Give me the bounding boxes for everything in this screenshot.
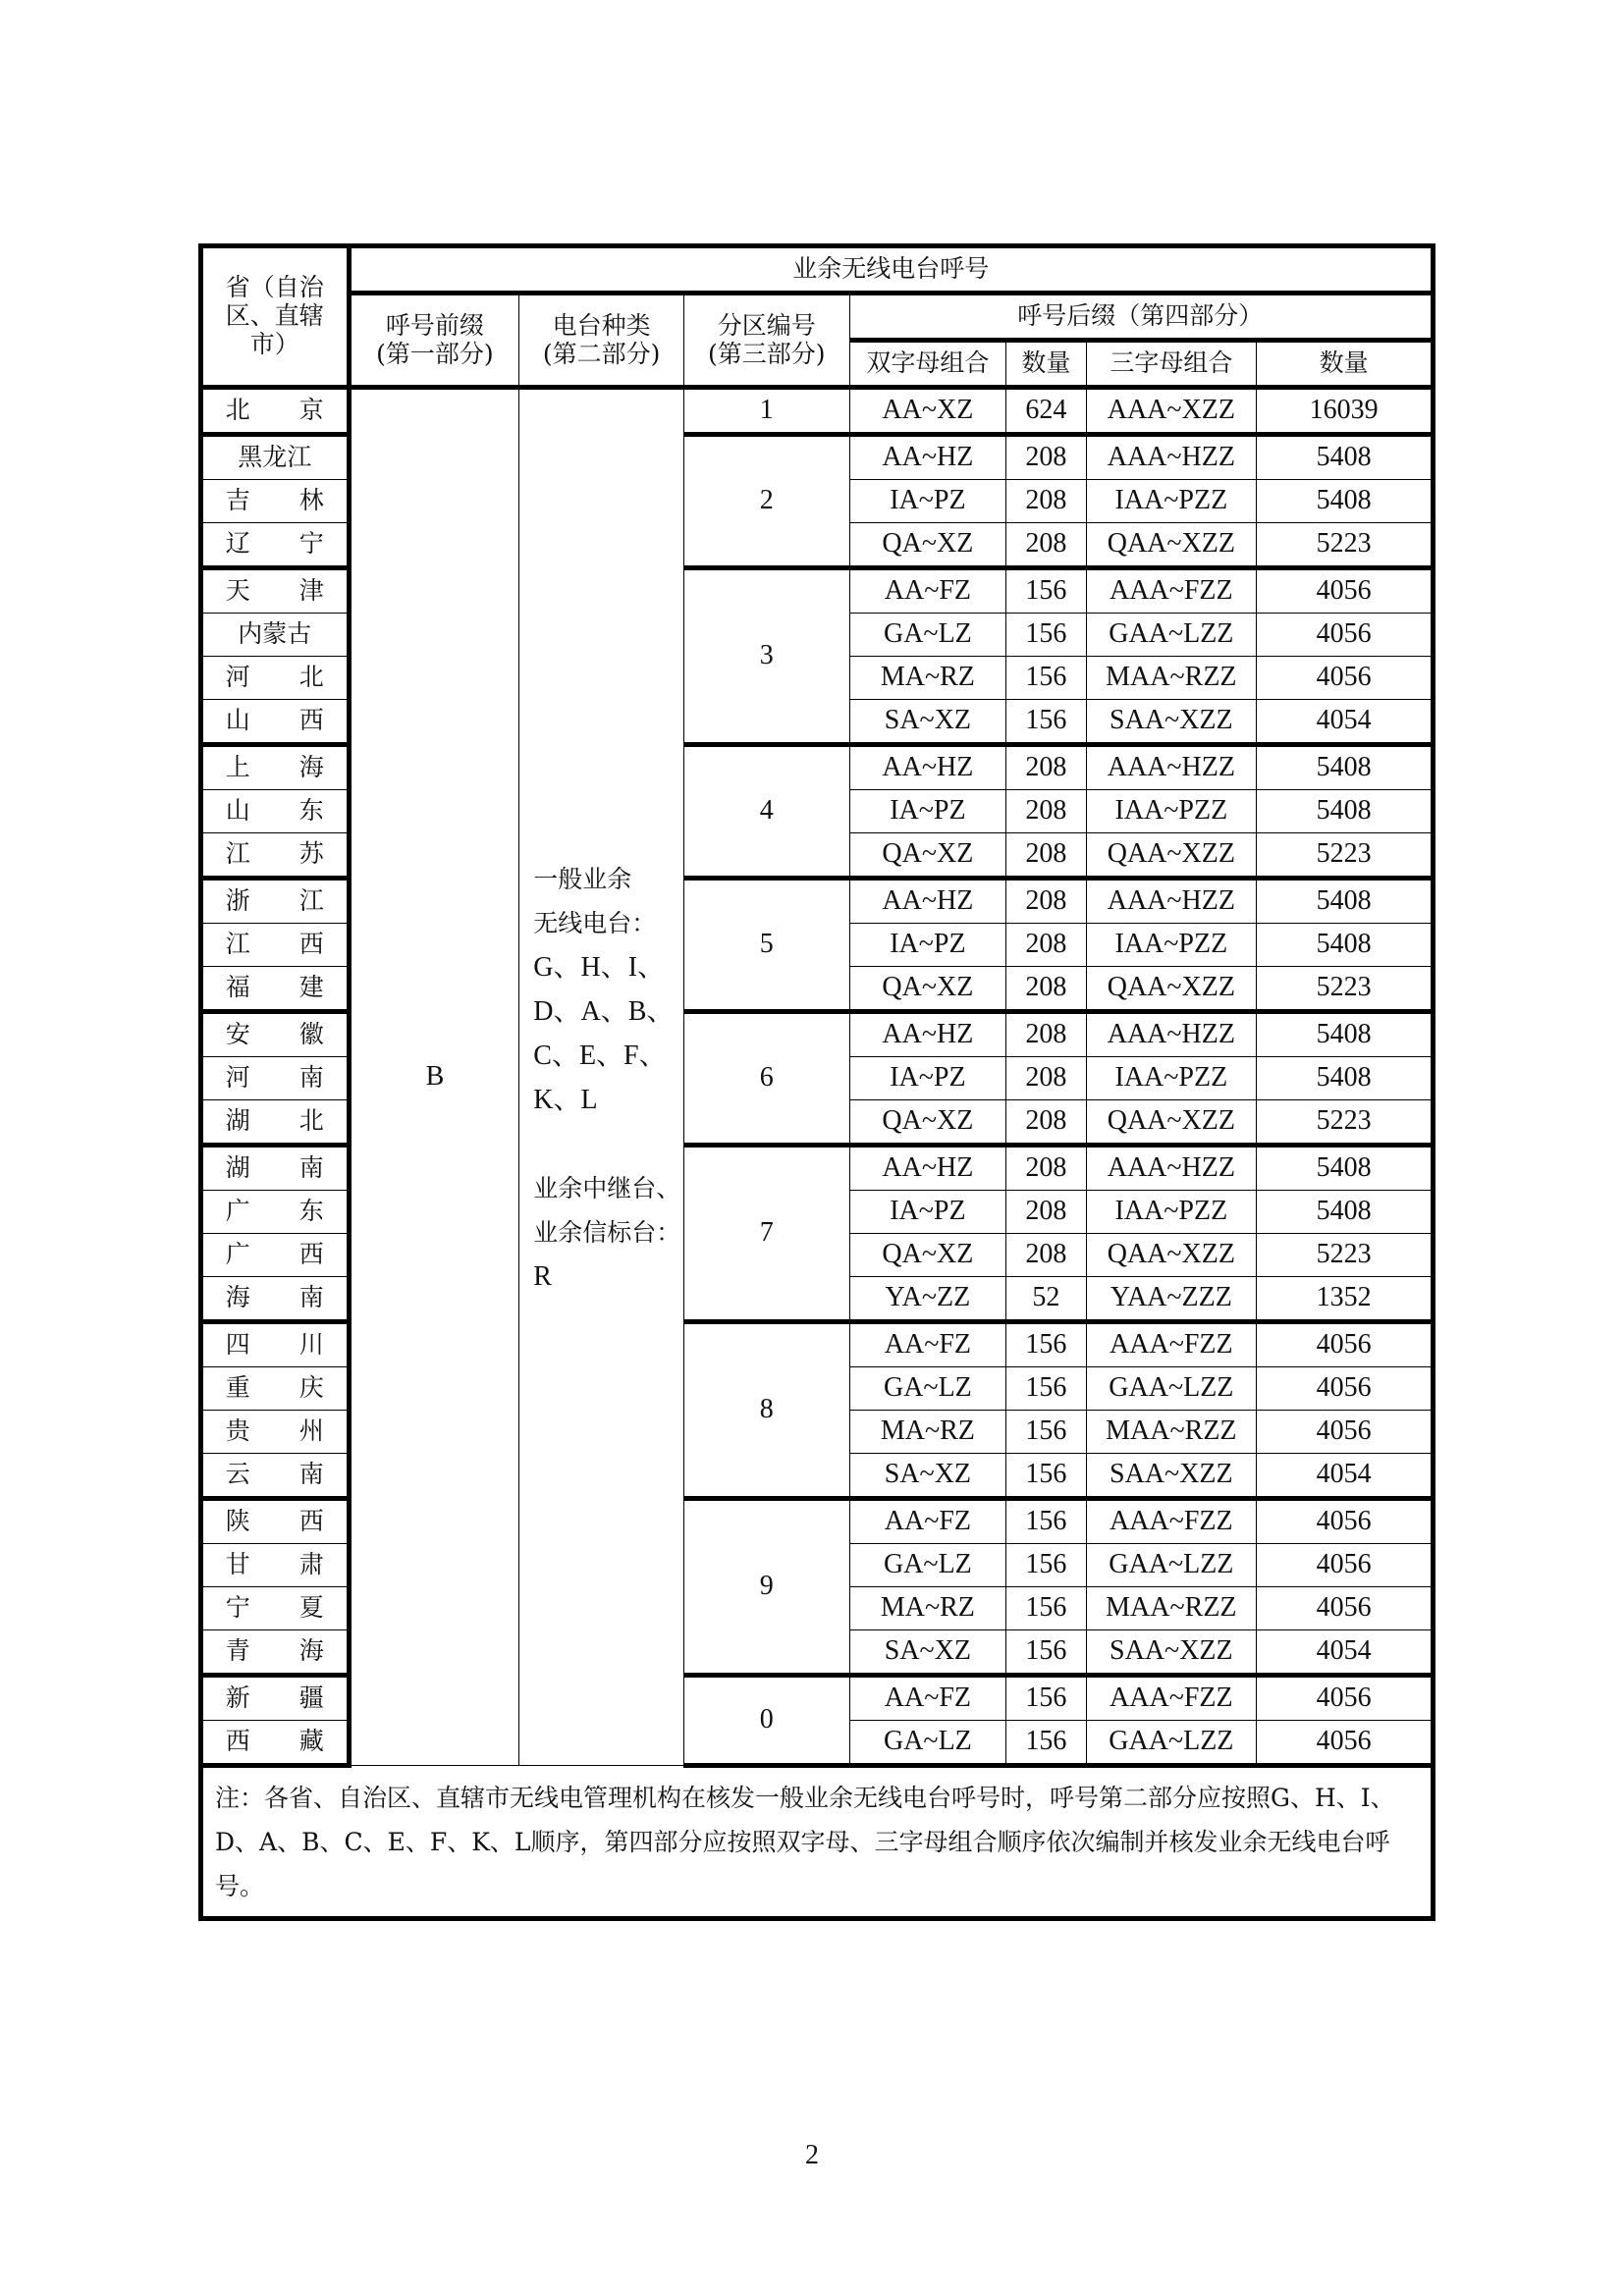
province-name-part: 西 — [298, 1507, 324, 1536]
zone-cell: 2 — [683, 435, 849, 568]
province-name-part: 宁 — [225, 1593, 250, 1623]
station-type-line2: 无线电台： — [533, 908, 657, 937]
count-cell: 156 — [1006, 1322, 1086, 1367]
zone-cell: 9 — [683, 1499, 849, 1676]
count-cell: 5223 — [1257, 833, 1434, 879]
count-cell: 208 — [1006, 480, 1086, 523]
three-letter-cell: AAA~HZZ — [1086, 745, 1257, 790]
province-cell — [201, 614, 350, 657]
note-text: 注：各省、自治区、直辖市无线电管理机构在核发一般业余无线电台呼号时，呼号第二部分应按照G、H、I、D、A、B、C、E、F、K、L顺序，第四部分应按照双字母、三字母组合顺序依次编制并核发业余无线电台呼号。 — [201, 1766, 1434, 1919]
note-row — [201, 1766, 1434, 1919]
station-type-line6: K、L — [533, 1084, 598, 1115]
province-name-part: 西 — [298, 1240, 324, 1269]
province-cell — [201, 967, 350, 1012]
two-letter-cell: QA~XZ — [849, 967, 1006, 1012]
province-name-part: 川 — [298, 1330, 324, 1360]
two-letter-cell: AA~FZ — [849, 1676, 1006, 1721]
count-cell: 4056 — [1257, 657, 1434, 700]
count-cell: 1352 — [1257, 1277, 1434, 1322]
three-letter-cell: QAA~XZZ — [1086, 833, 1257, 879]
page-number: 2 — [805, 2140, 819, 2170]
two-letter-cell: AA~FZ — [849, 1499, 1006, 1544]
count-cell: 156 — [1006, 700, 1086, 745]
province-name-part: 新 — [225, 1683, 250, 1713]
province-cell — [201, 1544, 350, 1587]
province-cell — [201, 435, 350, 480]
province-name-part: 京 — [298, 396, 324, 425]
count-cell: 208 — [1006, 790, 1086, 833]
station-type-cell — [519, 388, 684, 1766]
count-cell: 5223 — [1257, 1100, 1434, 1146]
header-group-title: 业余无线电台呼号 — [349, 246, 1433, 294]
count-cell: 208 — [1006, 1146, 1086, 1191]
header-province: 省（自治区、直辖市） — [201, 246, 350, 388]
province-cell — [201, 700, 350, 745]
province-cell — [201, 1454, 350, 1499]
station-type-line7: 业余中继台、 — [533, 1173, 681, 1202]
zone-cell: 8 — [683, 1322, 849, 1499]
count-cell: 5408 — [1257, 1191, 1434, 1234]
two-letter-cell: GA~LZ — [849, 614, 1006, 657]
province-name-part: 福 — [225, 973, 250, 1002]
count-cell: 208 — [1006, 1012, 1086, 1057]
count-cell: 156 — [1006, 1721, 1086, 1766]
province-name-part: 上 — [225, 753, 250, 782]
count-cell: 156 — [1006, 1454, 1086, 1499]
station-type-line5: C、E、F、 — [533, 1040, 667, 1071]
province-cell — [201, 1411, 350, 1454]
two-letter-cell: IA~PZ — [849, 924, 1006, 967]
count-cell: 208 — [1006, 924, 1086, 967]
province-name-part: 夏 — [298, 1593, 324, 1623]
two-letter-cell: AA~FZ — [849, 1322, 1006, 1367]
province-name-part: 河 — [225, 1063, 250, 1093]
province-cell — [201, 1676, 350, 1721]
province-name-part: 湖 — [225, 1153, 250, 1183]
province-name-part: 江 — [298, 886, 324, 916]
province-name-part: 肃 — [298, 1550, 324, 1579]
two-letter-cell: SA~XZ — [849, 700, 1006, 745]
header-suffix: 呼号后缀（第四部分） — [849, 294, 1433, 341]
two-letter-cell: QA~XZ — [849, 1100, 1006, 1146]
three-letter-cell: SAA~XZZ — [1086, 1630, 1257, 1676]
count-cell: 156 — [1006, 568, 1086, 614]
three-letter-cell: YAA~ZZZ — [1086, 1277, 1257, 1322]
province-cell — [201, 1630, 350, 1676]
zone-cell: 3 — [683, 568, 849, 745]
zone-cell: 5 — [683, 879, 849, 1012]
three-letter-cell: GAA~LZZ — [1086, 1721, 1257, 1766]
count-cell: 5408 — [1257, 745, 1434, 790]
three-letter-cell: QAA~XZZ — [1086, 1234, 1257, 1277]
zone-cell: 0 — [683, 1676, 849, 1766]
zone-cell: 7 — [683, 1146, 849, 1322]
province-cell — [201, 924, 350, 967]
count-cell: 208 — [1006, 833, 1086, 879]
province-cell — [201, 1012, 350, 1057]
prefix-cell: B — [349, 388, 519, 1766]
two-letter-cell: GA~LZ — [849, 1721, 1006, 1766]
callsign-table — [198, 243, 1435, 1921]
province-name-part: 南 — [298, 1283, 324, 1312]
province-cell — [201, 523, 350, 568]
count-cell: 5408 — [1257, 1012, 1434, 1057]
count-cell: 5408 — [1257, 1146, 1434, 1191]
count-cell: 5223 — [1257, 967, 1434, 1012]
three-letter-cell: IAA~PZZ — [1086, 1057, 1257, 1100]
province-cell — [201, 480, 350, 523]
count-cell: 208 — [1006, 1100, 1086, 1146]
province-name-part: 浙 — [225, 886, 250, 916]
count-cell: 156 — [1006, 1411, 1086, 1454]
three-letter-cell: GAA~LZZ — [1086, 1544, 1257, 1587]
three-letter-cell: AAA~FZZ — [1086, 1322, 1257, 1367]
province-cell — [201, 1057, 350, 1100]
province-cell — [201, 1587, 350, 1630]
province-name-part: 安 — [225, 1020, 250, 1049]
zone-cell: 6 — [683, 1012, 849, 1146]
count-cell: 208 — [1006, 1234, 1086, 1277]
province-name-part: 东 — [298, 1197, 324, 1226]
three-letter-cell: IAA~PZZ — [1086, 924, 1257, 967]
province-cell — [201, 1146, 350, 1191]
province-cell — [201, 790, 350, 833]
header-prefix-label: 呼号前缀 — [385, 310, 484, 340]
count-cell: 208 — [1006, 967, 1086, 1012]
three-letter-cell: MAA~RZZ — [1086, 1411, 1257, 1454]
two-letter-cell: IA~PZ — [849, 790, 1006, 833]
three-letter-cell: AAA~HZZ — [1086, 1012, 1257, 1057]
province-name-part: 南 — [298, 1460, 324, 1489]
count-cell: 5408 — [1257, 480, 1434, 523]
province-cell — [201, 1367, 350, 1411]
three-letter-cell: AAA~HZZ — [1086, 1146, 1257, 1191]
three-letter-cell: MAA~RZZ — [1086, 1587, 1257, 1630]
three-letter-cell: AAA~FZZ — [1086, 1499, 1257, 1544]
province-name-part: 甘 — [225, 1550, 250, 1579]
header-station-type — [519, 294, 684, 388]
province-cell — [201, 1277, 350, 1322]
province-name-part: 建 — [298, 973, 324, 1002]
province-cell — [201, 388, 350, 435]
two-letter-cell: AA~HZ — [849, 745, 1006, 790]
count-cell: 624 — [1006, 388, 1086, 435]
header-prefix-sub: (第一部分) — [376, 339, 494, 368]
count-cell: 4054 — [1257, 1630, 1434, 1676]
province-name-part: 南 — [298, 1063, 324, 1093]
province-name-part: 江 — [225, 839, 250, 869]
province-name-part: 山 — [225, 706, 250, 735]
count-cell: 208 — [1006, 1191, 1086, 1234]
two-letter-cell: SA~XZ — [849, 1630, 1006, 1676]
count-cell: 156 — [1006, 1499, 1086, 1544]
province-name-part: 河 — [225, 663, 250, 692]
three-letter-cell: AAA~FZZ — [1086, 1676, 1257, 1721]
three-letter-cell: AAA~HZZ — [1086, 435, 1257, 480]
count-cell: 156 — [1006, 1630, 1086, 1676]
three-letter-cell: GAA~LZZ — [1086, 1367, 1257, 1411]
count-cell: 5408 — [1257, 790, 1434, 833]
province-cell — [201, 833, 350, 879]
count-cell: 4056 — [1257, 1544, 1434, 1587]
province-name-part: 南 — [298, 1153, 324, 1183]
two-letter-cell: SA~XZ — [849, 1454, 1006, 1499]
header-station-type-label: 电台种类 — [552, 310, 651, 340]
station-type-line9: R — [533, 1260, 552, 1292]
header-count-2: 数量 — [1257, 341, 1434, 388]
province-name-part: 海 — [298, 1636, 324, 1666]
count-cell: 4056 — [1257, 1367, 1434, 1411]
spacer — [533, 1122, 683, 1166]
two-letter-cell: YA~ZZ — [849, 1277, 1006, 1322]
header-prefix — [349, 294, 519, 388]
station-type-line4: D、A、B、 — [533, 995, 675, 1027]
count-cell: 208 — [1006, 745, 1086, 790]
count-cell: 4056 — [1257, 1411, 1434, 1454]
count-cell: 156 — [1006, 1367, 1086, 1411]
province-name-part: 北 — [298, 1106, 324, 1136]
count-cell: 52 — [1006, 1277, 1086, 1322]
province-name-part: 北 — [225, 396, 250, 425]
province-name-part: 藏 — [298, 1727, 324, 1756]
province-cell — [201, 1191, 350, 1234]
two-letter-cell: AA~FZ — [849, 568, 1006, 614]
header-zone-sub: (第三部分) — [707, 339, 826, 368]
three-letter-cell: SAA~XZZ — [1086, 700, 1257, 745]
count-cell: 5408 — [1257, 435, 1434, 480]
header-count-1: 数量 — [1006, 341, 1086, 388]
two-letter-cell: AA~HZ — [849, 879, 1006, 924]
two-letter-cell: IA~PZ — [849, 1191, 1006, 1234]
header-zone — [683, 294, 849, 388]
count-cell: 208 — [1006, 879, 1086, 924]
three-letter-cell: QAA~XZZ — [1086, 967, 1257, 1012]
three-letter-cell: IAA~PZZ — [1086, 1191, 1257, 1234]
two-letter-cell: QA~XZ — [849, 1234, 1006, 1277]
province-name-part: 海 — [298, 753, 324, 782]
table-row — [201, 388, 1434, 435]
province-name-part: 陕 — [225, 1507, 250, 1536]
station-type-line1: 一般业余 — [533, 864, 632, 893]
province-cell — [201, 879, 350, 924]
two-letter-cell: IA~PZ — [849, 480, 1006, 523]
province-name-part: 徽 — [298, 1020, 324, 1049]
count-cell: 5223 — [1257, 1234, 1434, 1277]
header-zone-label: 分区编号 — [717, 310, 816, 340]
count-cell: 4056 — [1257, 568, 1434, 614]
station-type-line8: 业余信标台： — [533, 1217, 681, 1247]
province-name-part: 黑龙江 — [238, 443, 312, 472]
three-letter-cell: IAA~PZZ — [1086, 790, 1257, 833]
two-letter-cell: MA~RZ — [849, 1587, 1006, 1630]
three-letter-cell: SAA~XZZ — [1086, 1454, 1257, 1499]
count-cell: 5223 — [1257, 523, 1434, 568]
three-letter-cell: AAA~HZZ — [1086, 879, 1257, 924]
count-cell: 4056 — [1257, 1721, 1434, 1766]
count-cell: 4054 — [1257, 1454, 1434, 1499]
province-name-part: 湖 — [225, 1106, 250, 1136]
province-name-part: 青 — [225, 1636, 250, 1666]
province-cell — [201, 1721, 350, 1766]
count-cell: 5408 — [1257, 879, 1434, 924]
two-letter-cell: AA~HZ — [849, 435, 1006, 480]
header-three-letter: 三字母组合 — [1086, 341, 1257, 388]
province-name-part: 西 — [225, 1727, 250, 1756]
count-cell: 5408 — [1257, 1057, 1434, 1100]
two-letter-cell: QA~XZ — [849, 523, 1006, 568]
three-letter-cell: AAA~FZZ — [1086, 568, 1257, 614]
count-cell: 4056 — [1257, 614, 1434, 657]
count-cell: 4056 — [1257, 1322, 1434, 1367]
three-letter-cell: QAA~XZZ — [1086, 1100, 1257, 1146]
count-cell: 5408 — [1257, 924, 1434, 967]
count-cell: 208 — [1006, 523, 1086, 568]
province-name-part: 津 — [298, 576, 324, 606]
two-letter-cell: AA~XZ — [849, 388, 1006, 435]
province-name-part: 山 — [225, 796, 250, 826]
three-letter-cell: AAA~XZZ — [1086, 388, 1257, 435]
province-name-part: 天 — [225, 576, 250, 606]
zone-cell: 4 — [683, 745, 849, 879]
three-letter-cell: GAA~LZZ — [1086, 614, 1257, 657]
province-cell — [201, 1234, 350, 1277]
count-cell: 4054 — [1257, 700, 1434, 745]
three-letter-cell: MAA~RZZ — [1086, 657, 1257, 700]
zone-cell: 1 — [683, 388, 849, 435]
province-name-part: 疆 — [298, 1683, 324, 1713]
count-cell: 4056 — [1257, 1587, 1434, 1630]
count-cell: 156 — [1006, 1676, 1086, 1721]
two-letter-cell: MA~RZ — [849, 657, 1006, 700]
two-letter-cell: AA~HZ — [849, 1012, 1006, 1057]
header-station-type-sub: (第二部分) — [542, 339, 661, 368]
province-name-part: 广 — [225, 1197, 250, 1226]
two-letter-cell: QA~XZ — [849, 833, 1006, 879]
province-name-part: 苏 — [298, 839, 324, 869]
province-name-part: 北 — [298, 663, 324, 692]
two-letter-cell: GA~LZ — [849, 1367, 1006, 1411]
count-cell: 156 — [1006, 614, 1086, 657]
count-cell: 156 — [1006, 657, 1086, 700]
province-name-part: 西 — [298, 930, 324, 959]
province-name-part: 重 — [225, 1373, 250, 1403]
province-name-part: 四 — [225, 1330, 250, 1360]
province-name-part: 林 — [298, 486, 324, 515]
province-cell — [201, 1322, 350, 1367]
province-cell — [201, 568, 350, 614]
two-letter-cell: IA~PZ — [849, 1057, 1006, 1100]
count-cell: 16039 — [1257, 388, 1434, 435]
count-cell: 208 — [1006, 1057, 1086, 1100]
province-cell — [201, 1499, 350, 1544]
province-name-part: 庆 — [298, 1373, 324, 1403]
province-cell — [201, 657, 350, 700]
province-name-part: 辽 — [225, 529, 250, 559]
province-name-part: 云 — [225, 1460, 250, 1489]
province-name-part: 贵 — [225, 1416, 250, 1446]
count-cell: 4056 — [1257, 1676, 1434, 1721]
province-name-part: 吉 — [225, 486, 250, 515]
province-name-part: 江 — [225, 930, 250, 959]
two-letter-cell: MA~RZ — [849, 1411, 1006, 1454]
three-letter-cell: IAA~PZZ — [1086, 480, 1257, 523]
header-two-letter: 双字母组合 — [849, 341, 1006, 388]
three-letter-cell: QAA~XZZ — [1086, 523, 1257, 568]
province-name-part: 州 — [298, 1416, 324, 1446]
province-name-part: 内蒙古 — [238, 619, 312, 649]
province-name-part: 西 — [298, 706, 324, 735]
station-type-line3: G、H、I、 — [533, 951, 666, 983]
count-cell: 4056 — [1257, 1499, 1434, 1544]
province-name-part: 东 — [298, 796, 324, 826]
two-letter-cell: GA~LZ — [849, 1544, 1006, 1587]
two-letter-cell: AA~HZ — [849, 1146, 1006, 1191]
province-name-part: 广 — [225, 1240, 250, 1269]
count-cell: 156 — [1006, 1587, 1086, 1630]
count-cell: 156 — [1006, 1544, 1086, 1587]
province-name-part: 宁 — [298, 529, 324, 559]
count-cell: 208 — [1006, 435, 1086, 480]
province-name-part: 海 — [225, 1283, 250, 1312]
province-cell — [201, 1100, 350, 1146]
province-cell — [201, 745, 350, 790]
